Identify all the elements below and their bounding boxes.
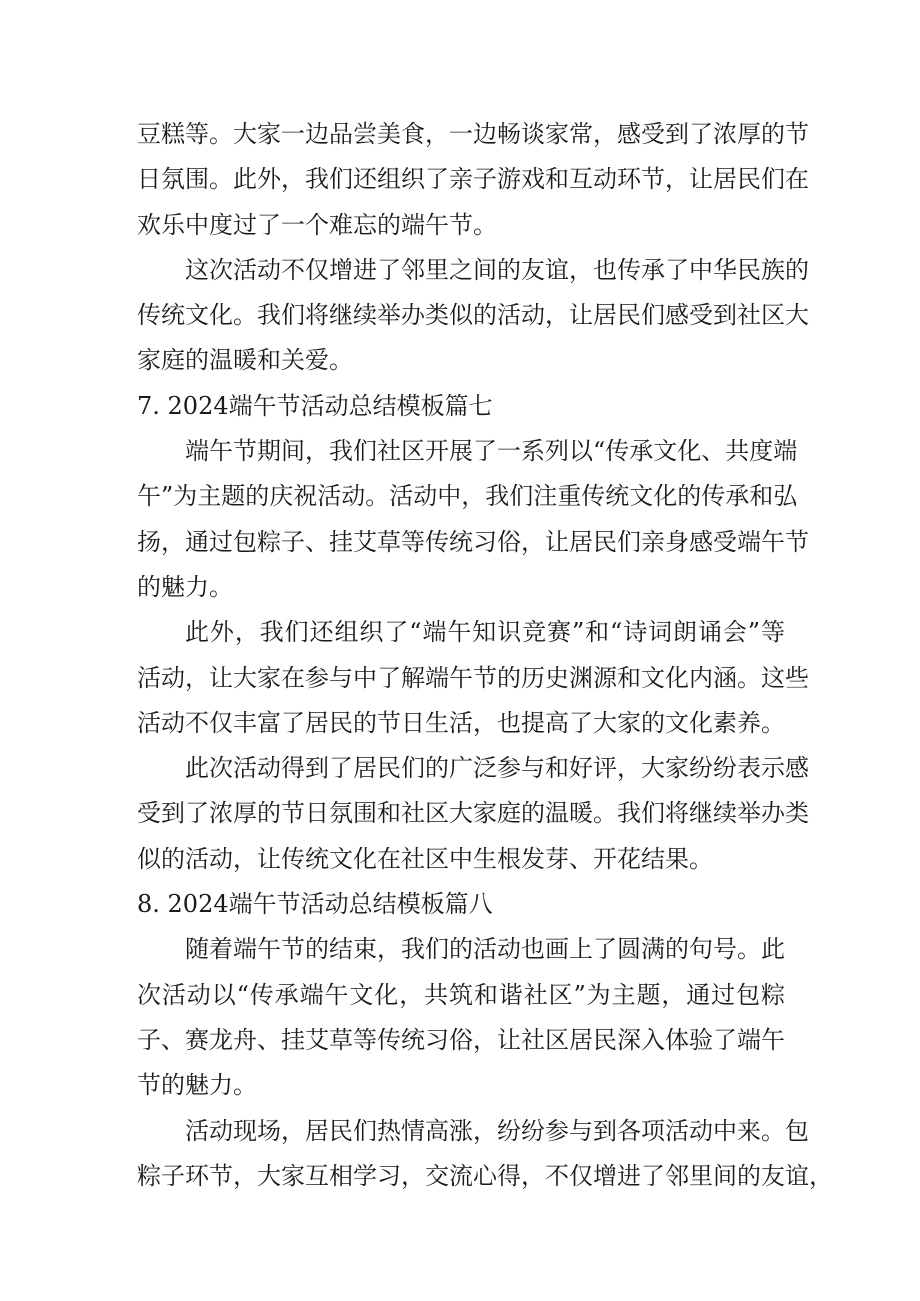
paragraph-line: 次活动以“传承端午文化，共筑和谐社区”为主题，通过包粽 <box>137 980 785 1009</box>
paragraph-line: 欢乐中度过了一个难忘的端午节。 <box>137 210 497 239</box>
paragraph-line: 传统文化。我们将继续举办类似的活动，让居民们感受到社区大 <box>137 301 809 330</box>
paragraph-line: 此次活动得到了居民们的广泛参与和好评，大家纷纷表示感 <box>185 754 809 783</box>
body-paragraph <box>137 746 809 882</box>
paragraph-line: 活动现场，居民们热情高涨，纷纷参与到各项活动中来。包 <box>185 1116 809 1145</box>
body-paragraph <box>137 927 785 1108</box>
paragraph-line: 的魅力。 <box>137 572 233 601</box>
body-paragraph <box>137 1109 833 1200</box>
paragraph-line: 端午节期间，我们社区开展了一系列以“传承文化、共度端 <box>185 437 798 466</box>
paragraph-line: 日氛围。此外，我们还组织了亲子游戏和互动环节，让居民们在 <box>137 165 809 194</box>
section-heading: 8. 2024端午节活动总结模板篇八 <box>137 890 493 919</box>
paragraph-line: 受到了浓厚的节日氛围和社区大家庭的温暖。我们将继续举办类 <box>137 799 809 828</box>
paragraph-line: 粽子环节，大家互相学习，交流心得，不仅增进了邻里间的友谊， <box>137 1161 833 1190</box>
paragraph-line: 随着端午节的结束，我们的活动也画上了圆满的句号。此 <box>185 935 785 964</box>
paragraph-line: 活动，让大家在参与中了解端午节的历史渊源和文化内涵。这些 <box>137 663 809 692</box>
body-paragraph <box>137 248 809 384</box>
paragraph-line: 此外，我们还组织了“端午知识竞赛”和“诗词朗诵会”等 <box>185 618 785 647</box>
paragraph-line: 扬，通过包粽子、挂艾草等传统习俗，让居民们亲身感受端午节 <box>137 527 809 556</box>
paragraph-line: 家庭的温暖和关爱。 <box>137 346 353 375</box>
paragraph-line: 这次活动不仅增进了邻里之间的友谊，也传承了中华民族的 <box>185 255 809 284</box>
section-heading: 7. 2024端午节活动总结模板篇七 <box>137 391 493 420</box>
paragraph-line: 似的活动，让传统文化在社区中生根发芽、开花结果。 <box>137 844 713 873</box>
body-paragraph <box>137 112 809 248</box>
paragraph-line: 豆糕等。大家一边品尝美食，一边畅谈家常，感受到了浓厚的节 <box>137 120 809 148</box>
body-paragraph <box>137 610 809 746</box>
paragraph-line: 午”为主题的庆祝活动。活动中，我们注重传统文化的传承和弘 <box>137 482 798 511</box>
body-paragraph <box>137 429 809 610</box>
document-body <box>137 112 833 1199</box>
paragraph-line: 活动不仅丰富了居民的节日生活，也提高了大家的文化素养。 <box>137 708 785 737</box>
paragraph-line: 节的魅力。 <box>137 1071 257 1100</box>
paragraph-line: 子、赛龙舟、挂艾草等传统习俗，让社区居民深入体验了端午 <box>137 1025 785 1054</box>
